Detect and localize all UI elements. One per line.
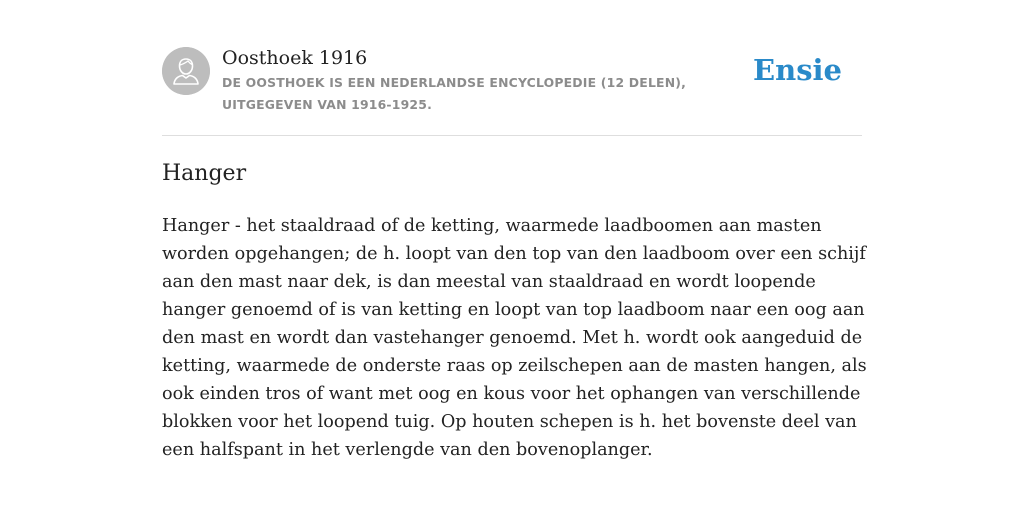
- entry-body: Hanger - het staaldraad of de ketting, waarmede laadboomen aan masten worden opgehangen; de h. loopt van den top van den laadboom over een schijf aan den mast naar dek, is dan meestal van staaldraad en wordt loopende hanger genoemd of is van ketting en loopt van top laadboom naar een oog aan den mast en wordt dan vastehanger genoemd. Met h. wordt ook aangeduid de ketting, waarmede de onderste raas op zeilschepen aan de masten hangen, als ook einden tros of want met oog en kous voor het ophangen van verschillende blokken voor het loopend tuig. Op houten schepen is h. het bovenste deel van een halfspant in het verlengde van den bovenoplanger.: [162, 216, 867, 460]
- source-description: DE OOSTHOEK IS EEN NEDERLANDSE ENCYCLOPEDIE (12 DELEN), UITGEGEVEN VAN 1916-1925.: [222, 75, 687, 112]
- source-header: [162, 44, 862, 136]
- brand-logo[interactable]: Ensie: [753, 53, 842, 87]
- entry-title: Hanger: [162, 161, 247, 186]
- divider: [162, 135, 862, 136]
- user-silhouette-icon: [162, 47, 210, 95]
- source-title[interactable]: Oosthoek 1916: [222, 47, 368, 69]
